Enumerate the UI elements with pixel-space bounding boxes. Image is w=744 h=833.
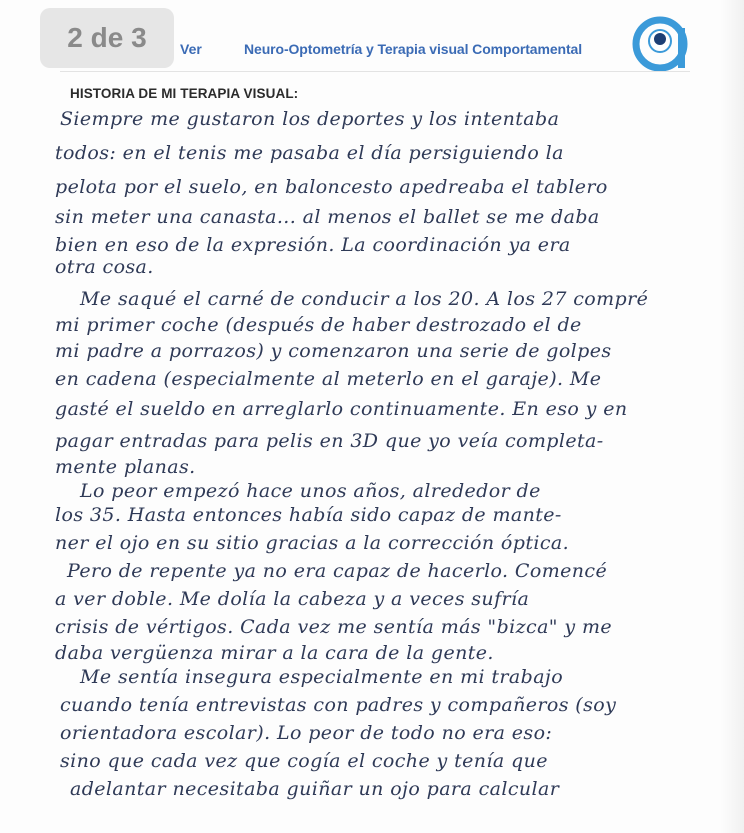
section-title: HISTORIA DE MI TERAPIA VISUAL: — [70, 86, 299, 101]
handwritten-line: en cadena (especialmente al meterlo en el garaje). Me — [55, 368, 602, 390]
handwritten-line: otra cosa. — [55, 256, 154, 278]
handwritten-line: daba vergüenza mirar a la cara de la gente. — [55, 642, 494, 664]
handwritten-line: a ver doble. Me dolía la cabeza y a veces sufría — [55, 588, 530, 610]
page-edge-shadow — [720, 0, 744, 833]
handwritten-line: pelota por el suelo, en baloncesto apedreaba el tablero — [55, 176, 608, 198]
handwritten-line: Pero de repente ya no era capaz de hacerlo. Comencé — [67, 560, 608, 582]
handwritten-line: cuando tenía entrevistas con padres y compañeros (soy — [60, 694, 617, 716]
handwritten-line: pagar entradas para pelis en 3D que yo veía completa- — [55, 430, 604, 452]
handwritten-line: crisis de vértigos. Cada vez me sentía más "bizca" y me — [55, 616, 613, 638]
handwritten-line: sino que cada vez que cogía el coche y tenía que — [60, 750, 548, 772]
handwritten-line: bien en eso de la expresión. La coordinación ya era — [55, 234, 571, 256]
header-link-ver[interactable]: Ver — [180, 41, 202, 57]
handwritten-line: mi padre a porrazos) y comenzaron una serie de golpes — [55, 340, 612, 362]
handwritten-line: ner el ojo en su sitio gracias a la corrección óptica. — [55, 532, 570, 554]
handwritten-line: Siempre me gustaron los deportes y los intentaba — [60, 108, 560, 130]
handwritten-line: gasté el sueldo en arreglarlo continuamente. En eso y en — [55, 398, 628, 420]
handwritten-line: Me saqué el carné de conducir a los 20. A los 27 compré — [80, 288, 649, 310]
handwritten-line: mi primer coche (después de haber destrozado el de — [55, 314, 582, 336]
handwritten-line: Lo peor empezó hace unos años, alrededor de — [80, 480, 541, 502]
handwritten-line: los 35. Hasta entonces había sido capaz de mante- — [55, 504, 562, 526]
handwritten-line: todos: en el tenis me pasaba el día persiguiendo la — [55, 142, 564, 164]
header-title: Neuro-Optometría y Terapia visual Comportamental — [244, 41, 583, 57]
handwritten-line: orientadora escolar). Lo peor de todo no era eso: — [60, 722, 553, 744]
handwritten-line: Me sentía insegura especialmente en mi trabajo — [80, 666, 564, 688]
eye-logo-icon — [630, 14, 690, 74]
handwritten-line: mente planas. — [55, 456, 196, 478]
handwritten-line: adelantar necesitaba guiñar un ojo para calcular — [70, 778, 560, 800]
handwritten-line: sin meter una canasta... al menos el ballet se me daba — [55, 206, 600, 228]
page-indicator[interactable]: 2 de 3 — [40, 8, 174, 68]
header-divider — [60, 71, 690, 72]
